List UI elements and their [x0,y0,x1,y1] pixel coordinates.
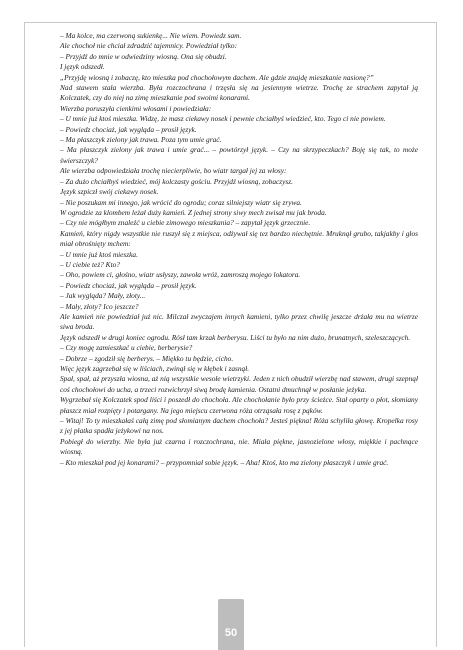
text-paragraph: – Czy nie mógłbym znaleźć u ciebie zimowego mieszkania? – zapytał język grzecznie. [60,218,311,228]
text-paragraph: Język szpiczł swój ciekawy nosek. [60,187,159,197]
text-paragraph: W ogrodzie za klombem leżał duży kamień. Z jednej strony siwy mech zwisał mu jak broda. [60,207,327,217]
text-paragraph: – Dobrze – zgodził się berberys. – Miękko tu będzie, cicho. [60,353,234,363]
text-paragraph: – Jak wygląda? Mały, złoty... [60,291,146,301]
text-paragraph: – U mnie już ktoś mieszka. [60,249,138,259]
text-paragraph: Nad stawem stała wierzba. Była rozczochrana i trzęsła się na jesiennym wietrze. Trochę ze strachem zapytał ją Kolczatek, czy do niej na zimę mieszkanie pod swoimi konarami. [60,83,418,103]
text-paragraph: Więc język zagrzebał się w liściach, zwinął się w kłębek i zasnął. [60,364,250,373]
text-paragraph: Ale wierzba odpowiedziała trochę niecierpliwie, bo wiatr targał jej za włosy: [60,166,287,176]
text-paragraph: Pobiegł do wierzby. Nie była już czarna i rozczochrana, nie. Miała piękne, jasnozielone włosy, miękkie i pachnące wiosną. [60,436,418,457]
text-paragraph: I język odszedł. [60,62,105,72]
text-paragraph: – Kto mieszkał pod jej konarami? – przypomniał sobie język. – Aha! Ktoś, kto ma zielony płaszczyk i umie grać. [60,457,389,467]
text-paragraph: – U ciebie też? Kto? [60,259,120,269]
text-paragraph: – Ma kolce, ma czerwoną sukienkę... Nie wiem. Powiedz sam. [60,31,242,40]
text-paragraph: – Mały, złoty? Ico jeszcze? [60,301,139,311]
text-paragraph: – Ma płaszczyk zielony jak trawa. Poza tym umie grać. [60,135,222,145]
text-paragraph: – Przyjdź do mnie w odwiedziny wiosną. Ona się obudzi. [60,51,227,61]
text-paragraph: – Ma płaszczyk zielony jak trawa i umie grać... – powtórzył język. – Czy na skrzypeczkach? Boję się tak, to może świerszczyk? [60,145,418,165]
text-paragraph: – Za dużo chciałbyś wiedzieć, mój kolczasty gościu. Przyjdź wiosną, zobaczysz. [60,176,293,186]
text-paragraph: – Powiedz chociaż, jak wygląda – prosił język. [60,280,197,290]
text-paragraph: Wygrzebał się Kolczatek spod liści i poszedł do chochoła. Ale chochołanie było przy ścieżce. Stał oparty o płot, słomiany płaszcz miał rozpięty i potargany. Na jego miejscu czerwona róża otrząsała rosę z pąków. [60,395,418,415]
text-paragraph: – Nie poszukam mi innego, jak wrócić do ogrodu; coraz silniejszy wiatr się zrywa. [60,197,302,207]
body-text [60,31,418,468]
text-paragraph: Spał, spał, aż przyszła wiosna, aż nią wszystkie wesołe wietrzyki. Jeden z nich obudził wierzbę nad stawem, drugi szepnął coś chochołowi do ucha, a trzeci rozwichrzył siwą brodę kamienia. Ostatni dmuchnął w posłanie jeżyka. [60,374,418,394]
text-paragraph: – Witaj! To ty mieszkałaś całą zimę pod słomianym dachem chochoła? Jesteś piękna! Róża schyliła głowę. Kropelka rosy z jej płatka spadła jeżykowi na nos. [60,416,418,436]
text-paragraph: – Powiedz chociaż, jak wygląda – prosił język. [60,124,197,134]
text-paragraph: „Przyjdę wiosną i zobaczę, kto mieszka pod chochołowym dachem. Ale gdzie znajdę mieszkanie nasionę?” [60,72,374,82]
text-paragraph: – Czy mogę zamieszkać u ciebie, berberysie? [60,343,193,353]
text-paragraph: Język odszedł w drugi koniec ogrodu. Rósł tam krzak berberysu. Liści tu było na nim dużo, brunatnych, szeleszczących. [60,332,411,342]
text-paragraph: Wierzba poruszyła cienkimi włosami i powiedziała: [60,103,212,113]
text-paragraph: – U mnie już ktoś mieszka. Widzę, że masz ciekawy nosek i pewnie chciałbyś wiedzieć, kto. Tego ci nie powiem. [60,114,386,124]
text-paragraph: Kamień, który nigdy wszystkie nie ruszył się z miejsca, odżywał się tez bardzo niechętnie. Mruknął grubo, takjakby i głos miał obrośnięty mchem: [60,228,418,249]
page-number-tab [218,599,244,650]
text-paragraph: – Oho, powiem ci, głośno, wiatr usłyszy, zawoła wróż, zamroszą mojego lokatora. [60,270,301,280]
page-number: 50 [224,627,238,639]
text-paragraph: Ale chochoł nie chciał zdradzić tajemnicy. Powiedział tylko: [60,41,238,51]
text-paragraph: Ale kamień nie powiedział już nic. Milczał zwyczajem innych kamieni, tylko przez chwilę jeszcze drżała mu na wietrze siwa broda. [60,311,418,332]
